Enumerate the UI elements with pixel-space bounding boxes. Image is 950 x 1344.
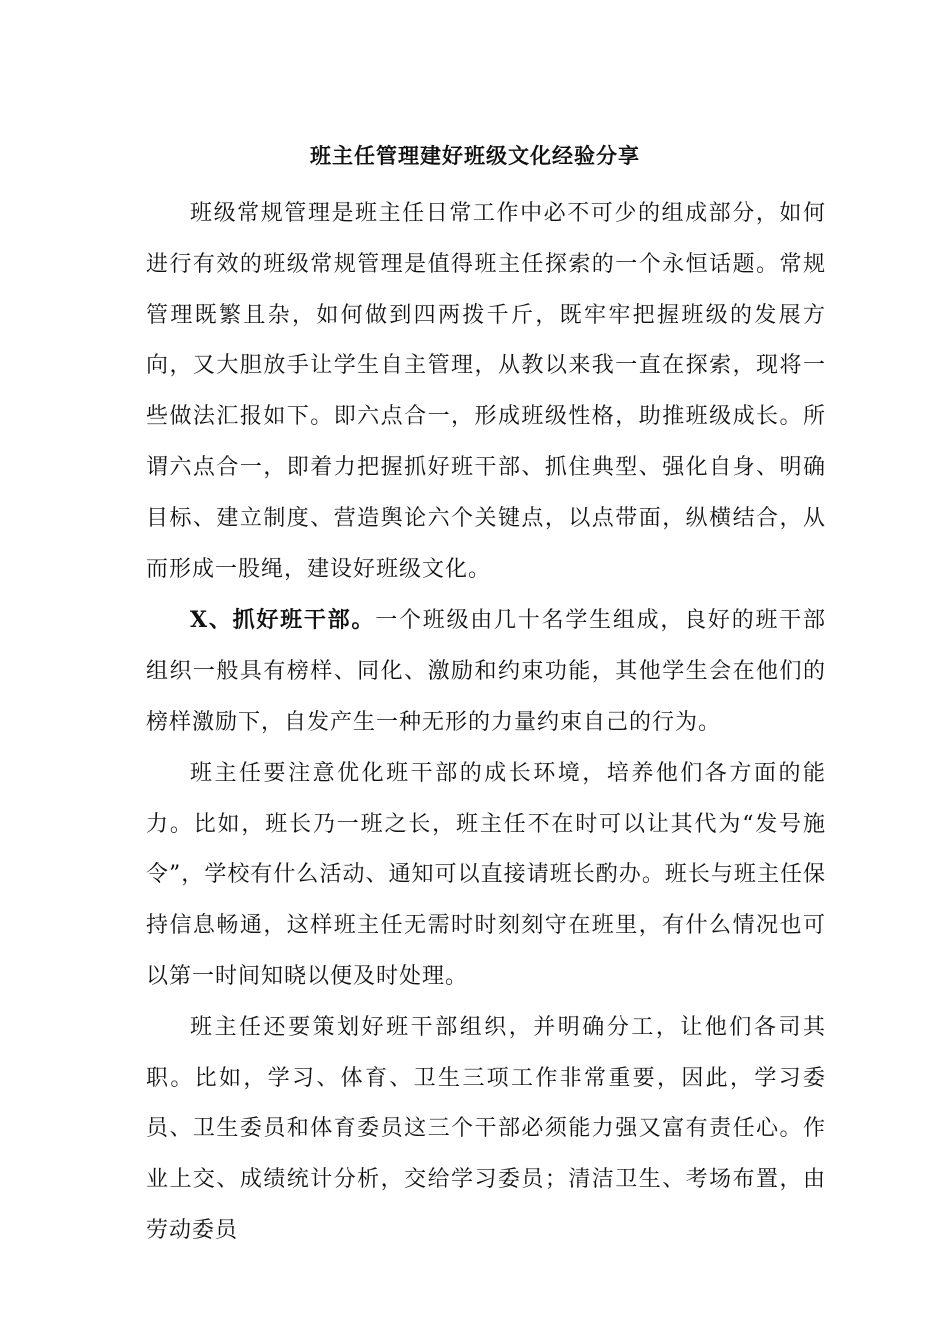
paragraph-class-cadre xyxy=(146,595,826,748)
paragraph-text: 班主任还要策划好班干部组织，并明确分工，让他们各司其职。比如，学习、体育、卫生三项工作非常重要，因此，学习委员、卫生委员和体育委员这三个干部必须能力强又富有责任心。作业上交、成绩统计分析，交给学习委员；清洁卫生、考场布置，由劳动委员 xyxy=(146,1014,826,1243)
paragraph-organization xyxy=(146,1003,826,1257)
section-heading: X、抓好班干部。 xyxy=(190,607,376,634)
document-body xyxy=(146,189,826,1257)
paragraph-intro xyxy=(146,189,826,595)
document-title: 班主任管理建好班级文化经验分享 xyxy=(310,143,640,168)
paragraph-environment xyxy=(146,749,826,1003)
paragraph-text: 班级常规管理是班主任日常工作中必不可少的组成部分，如何进行有效的班级常规管理是值得班主任探索的一个永恒话题。常规管理既繁且杂，如何做到四两拨千斤，既牢牢把握班级的发展方向，又大胆放手让学生自主管理，从教以来我一直在探索，现将一些做法汇报如下。即六点合一，形成班级性格，助推班级成长。所谓六点合一，即着力把握抓好班干部、抓住典型、强化自身、明确目标、建立制度、营造舆论六个关键点，以点带面，纵横结合，从而形成一股绳，建设好班级文化。 xyxy=(146,201,826,582)
paragraph-text: 一个班级由几十名学生组成，良好的班干部组织一般具有榜样、同化、激励和约束功能，其他学生会在他们的榜样激励下，自发产生一种无形的力量约束自己的行为。 xyxy=(146,608,826,735)
paragraph-text: 班主任要注意优化班干部的成长环境，培养他们各方面的能力。比如，班长乃一班之长，班主任不在时可以让其代为“发号施令”，学校有什么活动、通知可以直接请班长酌办。班长与班主任保持信息畅通，这样班主任无需时时刻刻守在班里，有什么情况也可以第一时间知晓以便及时处理。 xyxy=(146,760,826,989)
